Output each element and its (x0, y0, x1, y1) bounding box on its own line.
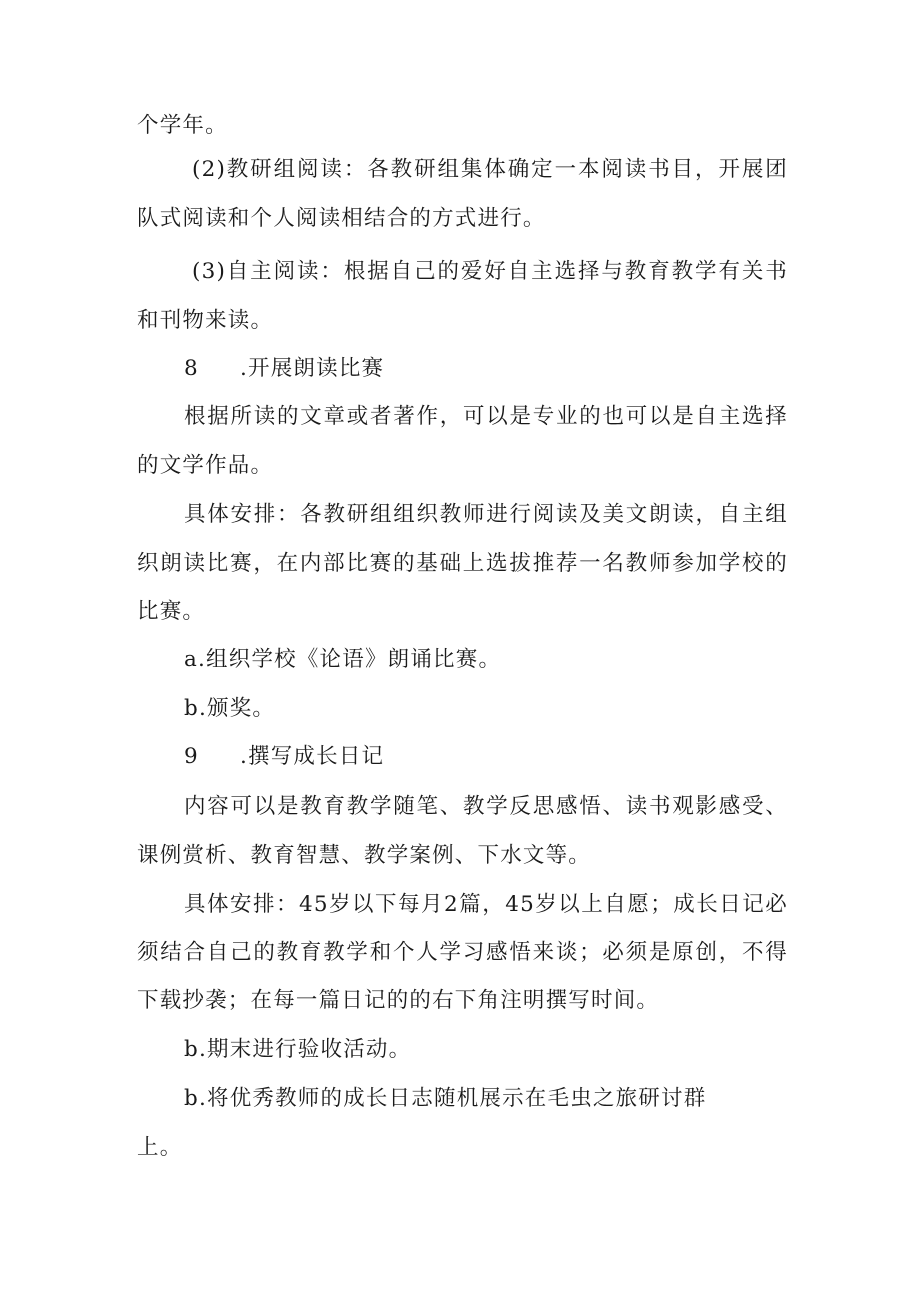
text-line: 比赛。 (137, 599, 206, 624)
section-heading: .撰写成长日记 (240, 744, 385, 769)
text-line: 须结合自己的教育教学和个人学习感悟来谈；必须是原创，不得 (137, 940, 788, 965)
text-line: 下载抄袭；在每一篇日记的的右下角注明撰写时间。 (137, 988, 660, 1013)
text-line: 和刊物来读。 (137, 308, 274, 333)
text-line: 个学年。 (137, 113, 228, 138)
text-line: 内容可以是教育教学随笔、教学反思感悟、读书观影感受、 (184, 794, 788, 819)
text-line: 具体安排：45岁以下每月2篇，45岁以上自愿；成长日记必 (184, 892, 788, 917)
text-line: (2)教研组阅读：各教研组集体确定一本阅读书目，开展团 (192, 157, 788, 182)
list-item: b.将优秀教师的成长日志随机展示在毛虫之旅研讨群 (184, 1086, 707, 1111)
text-line: 根据所读的文章或者著作，可以是专业的也可以是自主选择 (184, 404, 788, 429)
list-item: a.组织学校《论语》朗诵比赛。 (184, 647, 502, 672)
section-number: 8 (184, 356, 199, 381)
text-line: 课例赏析、教育智慧、教学案例、下水文等。 (137, 843, 592, 868)
section-number: 9 (184, 744, 199, 769)
text-line: 织朗读比赛，在内部比赛的基础上选拔推荐一名教师参加学校的 (137, 551, 788, 576)
text-line: 上。 (137, 1135, 183, 1160)
section-heading: .开展朗读比赛 (240, 356, 385, 381)
text-line: (3)自主阅读：根据自己的爱好自主选择与教育教学有关书 (192, 259, 788, 284)
list-item: b.颁奖。 (184, 696, 276, 721)
text-line: 的文学作品。 (137, 453, 274, 478)
text-line: 队式阅读和个人阅读相结合的方式进行。 (137, 206, 546, 231)
text-line: 具体安排：各教研组组织教师进行阅读及美文朗读，自主组 (184, 502, 788, 527)
list-item: b.期末进行验收活动。 (184, 1037, 412, 1062)
